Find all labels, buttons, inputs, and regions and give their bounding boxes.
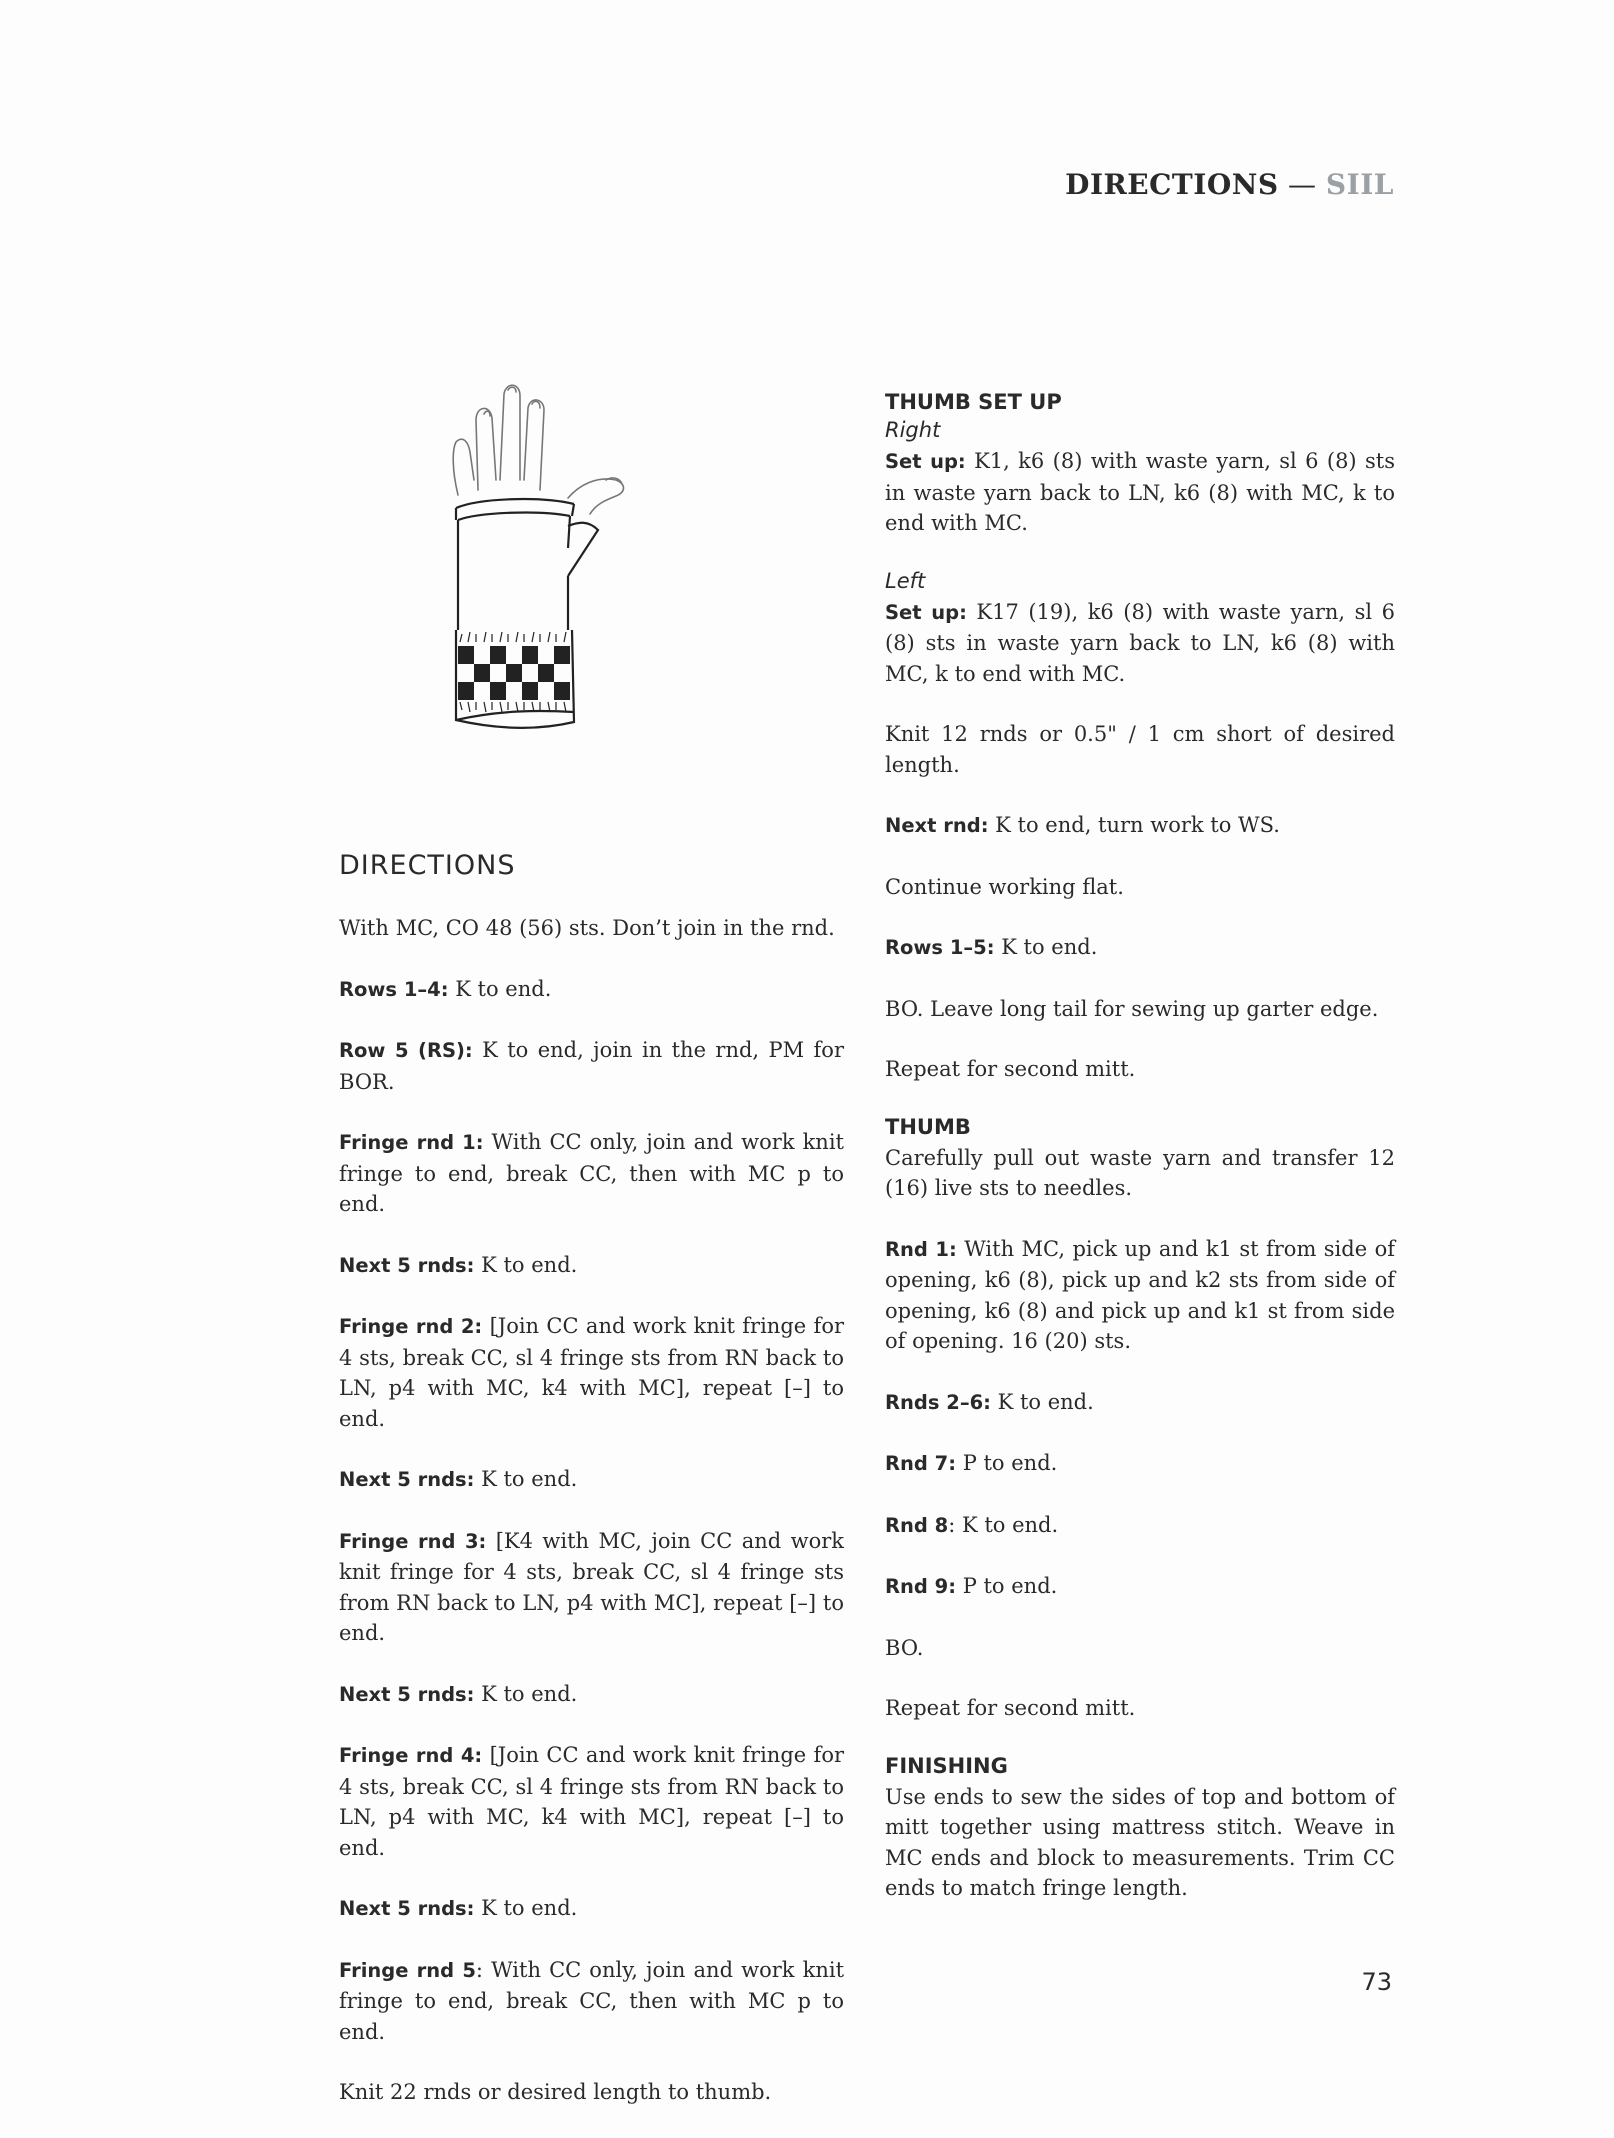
label: Rows 1–5:: [885, 936, 995, 959]
text: P to end.: [956, 1451, 1058, 1475]
text: [K4 with MC, join CC and work knit fringe for 4 sts, break CC, sl 4 fringe sts from RN back to LN, p4 with MC], repeat [–] to end.: [339, 1528, 845, 1645]
label: Set up:: [885, 600, 967, 624]
paragraph-fringe-rnd-2: [339, 1311, 844, 1434]
heading-thumb-set-up: THUMB SET UP: [885, 390, 1062, 414]
text: : K to end.: [948, 1512, 1059, 1537]
paragraph-repeat: Repeat for second mitt.: [885, 1696, 1136, 1720]
paragraph-row-5: [339, 1035, 844, 1097]
label: Fringe rnd 5: [339, 1958, 476, 1982]
text: K to end.: [448, 976, 552, 1001]
text: K to end.: [474, 1252, 578, 1277]
paragraph-rnds-2-6: [885, 1387, 1395, 1419]
paragraph-rnd-1: [885, 1234, 1395, 1357]
paragraph-left-set-up: [885, 597, 1395, 690]
label: Rows 1–4:: [339, 977, 449, 1001]
paragraph-next-5-rnds: [339, 1679, 844, 1711]
paragraph-finishing: Use ends to sew the sides of top and bottom of mitt together using mattress stitch. Weave in MC ends and block to measurements. Trim CC ends to match fringe length.: [885, 1784, 1395, 1900]
paragraph-cast-on: With MC, CO 48 (56) sts. Don’t join in the rnd.: [339, 916, 835, 940]
label: Next 5 rnds:: [339, 1253, 475, 1277]
paragraph-rows-1-4: [339, 974, 844, 1006]
paragraph-fringe-rnd-5: [339, 1955, 844, 2048]
paragraph-fringe-rnd-3: [339, 1526, 844, 1649]
text: P to end.: [956, 1574, 1058, 1598]
text: K to end.: [990, 1389, 1094, 1414]
label: Next 5 rnds:: [339, 1468, 475, 1491]
paragraph-bo: BO.: [885, 1635, 924, 1660]
label: Row 5 (RS):: [339, 1039, 473, 1062]
paragraph-repeat: Repeat for second mitt.: [885, 1057, 1136, 1081]
label: Fringe rnd 2:: [339, 1315, 483, 1338]
paragraph-continue-flat: Continue working flat.: [885, 874, 1124, 899]
text: K to end, join in the rnd, PM for BOR.: [339, 1038, 844, 1094]
paragraph-fringe-rnd-4: [339, 1740, 844, 1863]
text: K to end.: [474, 1681, 578, 1706]
section-title-directions: DIRECTIONS: [339, 850, 516, 881]
paragraph-fringe-rnd-1: [339, 1127, 844, 1220]
heading-right: Right: [885, 418, 941, 442]
paragraph-knit-12: Knit 12 rnds or 0.5" / 1 cm short of desired length.: [885, 722, 1395, 777]
label: Fringe rnd 4:: [339, 1744, 483, 1767]
header-separator: —: [1278, 168, 1326, 201]
paragraph-rnd-7: [885, 1448, 1395, 1480]
text: With MC, pick up and k1 st from side of opening, k6 (8), pick up and k2 sts from side of opening, k6 (8) and pick up and k1 st from side of opening. 16 (20) sts.: [885, 1236, 1395, 1353]
running-header: [1065, 168, 1394, 201]
label: Rnds 2–6:: [885, 1390, 991, 1414]
text: [Join CC and work knit fringe for 4 sts, break CC, sl 4 fringe sts from RN back to LN, p4 with MC, k4 with MC], repeat [–] to end.: [339, 1314, 845, 1431]
label: Set up:: [885, 450, 966, 473]
left-column: [339, 850, 844, 2138]
paragraph-thumb: Carefully pull out waste yarn and transfer 12 (16) live sts to needles.: [885, 1145, 1395, 1200]
paragraph-right-set-up: [885, 446, 1395, 539]
paragraph-knit-22: Knit 22 rnds or desired length to thumb.: [339, 2080, 772, 2104]
fingerless-mitt-illustration: [440, 380, 660, 740]
text: : With CC only, join and work knit fringe to end, break CC, then with MC p to end.: [339, 1957, 845, 2044]
text: [Join CC and work knit fringe for 4 sts, break CC, sl 4 fringe sts from RN back to LN, p4 with MC, k4 with MC], repeat [–] to end.: [339, 1743, 845, 1860]
label: Rnd 8: [885, 1513, 949, 1537]
paragraph-rows-1-5: [885, 932, 1395, 964]
paragraph-next-5-rnds: [339, 1250, 844, 1282]
paragraph-next-rnd: [885, 810, 1395, 842]
paragraph-next-5-rnds: [339, 1893, 844, 1925]
header-subtitle: SIIL: [1325, 168, 1394, 201]
heading-finishing: FINISHING: [885, 1753, 1008, 1778]
label: Rnd 7:: [885, 1452, 957, 1475]
paragraph-next-5-rnds: [339, 1464, 844, 1496]
paragraph-rnd-8: [885, 1510, 1395, 1542]
heading-left: Left: [885, 568, 926, 593]
text: K to end, turn work to WS.: [988, 813, 1280, 837]
text: K to end.: [474, 1467, 578, 1491]
label: Next rnd:: [885, 814, 989, 837]
label: Fringe rnd 1:: [339, 1131, 484, 1154]
label: Next 5 rnds:: [339, 1682, 475, 1706]
label: Next 5 rnds:: [339, 1897, 475, 1920]
label: Fringe rnd 3:: [339, 1529, 487, 1553]
right-column: [885, 390, 1395, 1904]
paragraph-bo-tail: BO. Leave long tail for sewing up garter edge.: [885, 996, 1379, 1021]
text: K to end.: [474, 1896, 578, 1920]
heading-thumb: THUMB: [885, 1114, 971, 1139]
text: K1, k6 (8) with waste yarn, sl 6 (8) sts in waste yarn back to LN, k6 (8) with MC, k to end with MC.: [885, 449, 1395, 535]
header-title: DIRECTIONS: [1065, 168, 1279, 201]
text: K17 (19), k6 (8) with waste yarn, sl 6 (8) sts in waste yarn back to LN, k6 (8) with MC, k to end with MC.: [885, 599, 1395, 686]
page-number: 73: [1361, 1968, 1392, 1996]
label: Rnd 9:: [885, 1575, 957, 1598]
text: K to end.: [994, 935, 1098, 959]
paragraph-rnd-9: [885, 1571, 1395, 1603]
label: Rnd 1:: [885, 1237, 957, 1261]
text: With CC only, join and work knit fringe to end, break CC, then with MC p to end.: [339, 1130, 844, 1216]
